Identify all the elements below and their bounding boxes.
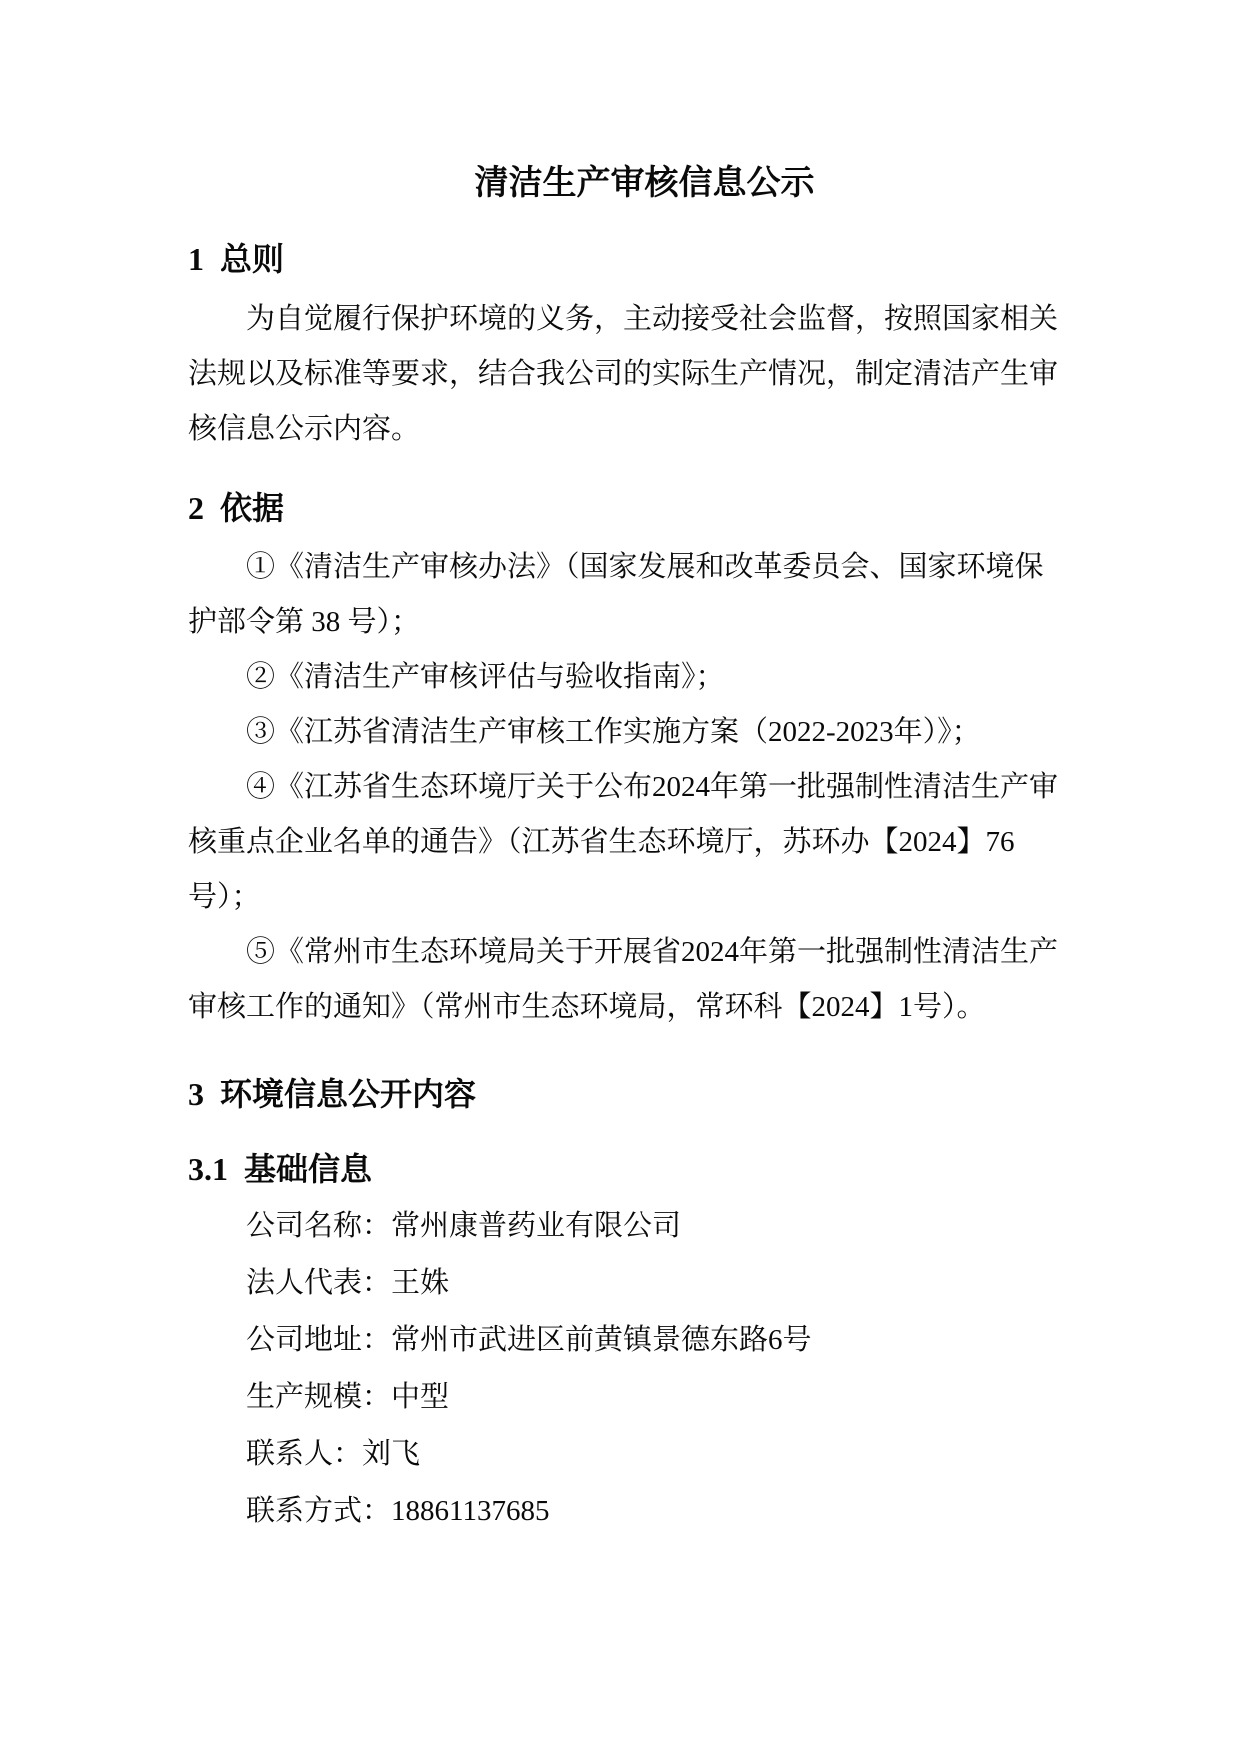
heading-number: 3 bbox=[188, 1076, 204, 1112]
heading-disclosure bbox=[188, 1072, 1053, 1116]
paragraph-general bbox=[188, 292, 1059, 457]
heading-basis bbox=[188, 486, 1053, 530]
info-value: 刘飞 bbox=[362, 1438, 421, 1470]
reference-item-1 bbox=[188, 540, 1053, 650]
heading-number: 1 bbox=[188, 241, 204, 277]
info-contact-person bbox=[188, 1426, 1053, 1483]
info-company-name bbox=[188, 1198, 1053, 1255]
text-line: 核重点企业名单的通告》（江苏省生态环境厅，苏环办【2024】76 bbox=[188, 826, 1015, 858]
text-line: ⑤《常州市生态环境局关于开展省2024年第一批强制性清洁生产 bbox=[246, 936, 1059, 968]
reference-item-3 bbox=[188, 705, 1053, 760]
heading-text: 环境信息公开内容 bbox=[220, 1076, 477, 1112]
info-value: 18861137685 bbox=[391, 1495, 550, 1527]
text-line: 为自觉履行保护环境的义务，主动接受社会监督，按照国家相关 bbox=[246, 303, 1059, 335]
text-line: 护部令第 38 号）； bbox=[188, 606, 421, 638]
info-legal-representative bbox=[188, 1255, 1053, 1312]
info-production-scale bbox=[188, 1369, 1053, 1426]
document-title: 清洁生产审核信息公示 bbox=[474, 165, 815, 202]
text-line: ④《江苏省生态环境厅关于公布2024年第一批强制性清洁生产审 bbox=[246, 771, 1059, 803]
heading-text: 基础信息 bbox=[244, 1151, 373, 1187]
info-label: 公司名称： bbox=[246, 1210, 392, 1242]
text-line: ②《清洁生产审核评估与验收指南》； bbox=[246, 661, 725, 693]
reference-item-4 bbox=[188, 760, 1059, 925]
heading-general bbox=[188, 237, 1053, 281]
heading-number: 3.1 bbox=[188, 1151, 228, 1187]
heading-number: 2 bbox=[188, 490, 204, 526]
heading-text: 依据 bbox=[220, 490, 285, 526]
info-value: 中型 bbox=[391, 1381, 450, 1413]
text-line: 审核工作的通知》（常州市生态环境局，常环科【2024】1号）。 bbox=[188, 991, 986, 1023]
heading-text: 总则 bbox=[220, 241, 285, 277]
basic-info-list bbox=[188, 1198, 1053, 1540]
info-value: 常州康普药业有限公司 bbox=[391, 1210, 682, 1242]
reference-item-5 bbox=[188, 925, 1059, 1035]
text-line: 法规以及标准等要求，结合我公司的实际生产情况，制定清洁产生审 bbox=[188, 358, 1059, 390]
info-label: 公司地址： bbox=[246, 1324, 392, 1356]
info-company-address bbox=[188, 1312, 1053, 1369]
info-label: 生产规模： bbox=[246, 1381, 392, 1413]
info-label: 法人代表： bbox=[246, 1267, 392, 1299]
heading-basic-info bbox=[188, 1147, 1053, 1191]
text-line: 号）； bbox=[188, 881, 261, 913]
info-contact-phone bbox=[188, 1483, 1053, 1540]
text-line: ①《清洁生产审核办法》（国家发展和改革委员会、国家环境保 bbox=[246, 551, 1044, 583]
info-value: 常州市武进区前黄镇景德东路6号 bbox=[391, 1324, 812, 1356]
info-label: 联系方式： bbox=[246, 1495, 392, 1527]
text-line: ③《江苏省清洁生产审核工作实施方案（2022-2023年）》； bbox=[246, 716, 981, 748]
info-value: 王姝 bbox=[391, 1267, 450, 1299]
text-line: 核信息公示内容。 bbox=[188, 413, 421, 445]
reference-list bbox=[188, 540, 1059, 1035]
reference-item-2 bbox=[188, 650, 1053, 705]
info-label: 联系人： bbox=[246, 1438, 363, 1470]
